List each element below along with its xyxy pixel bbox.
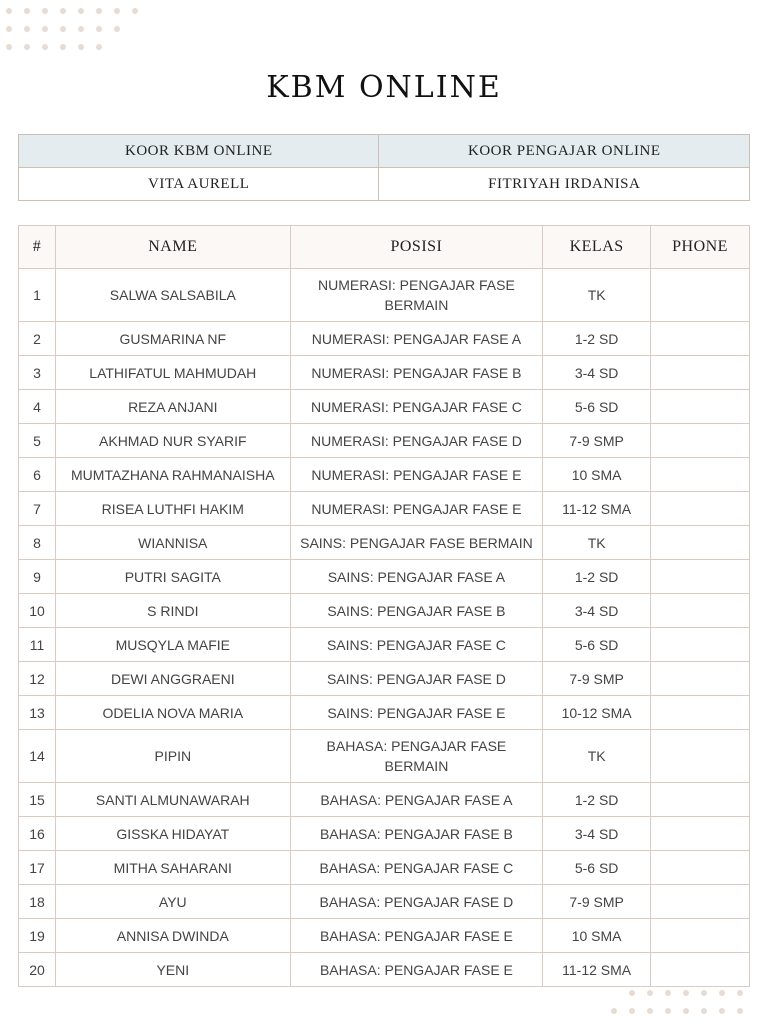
table-row: [19, 696, 750, 730]
row-number: 9: [19, 560, 56, 594]
row-posisi: NUMERASI: PENGAJAR FASE D: [290, 424, 543, 458]
table-row: [19, 322, 750, 356]
table-row: [19, 662, 750, 696]
row-number: 17: [19, 851, 56, 885]
row-phone: [651, 356, 750, 390]
decorative-dot: [60, 26, 66, 32]
row-phone: [651, 885, 750, 919]
table-row: [19, 560, 750, 594]
row-name: ODELIA NOVA MARIA: [55, 696, 290, 730]
decorative-dot: [114, 26, 120, 32]
row-kelas: 7-9 SMP: [543, 885, 651, 919]
row-name: LATHIFATUL MAHMUDAH: [55, 356, 290, 390]
decorative-dot: [78, 44, 84, 50]
decorative-dot: [60, 8, 66, 14]
row-posisi: SAINS: PENGAJAR FASE B: [290, 594, 543, 628]
row-posisi: SAINS: PENGAJAR FASE A: [290, 560, 543, 594]
row-posisi: NUMERASI: PENGAJAR FASE B: [290, 356, 543, 390]
decorative-dot: [6, 44, 12, 50]
row-phone: [651, 919, 750, 953]
row-number: 14: [19, 730, 56, 783]
table-row: [19, 390, 750, 424]
row-kelas: TK: [543, 730, 651, 783]
koor-header-row: [19, 135, 750, 168]
header-posisi: POSISI: [290, 226, 543, 269]
row-kelas: 3-4 SD: [543, 594, 651, 628]
row-phone: [651, 953, 750, 987]
row-posisi: BAHASA: PENGAJAR FASE B: [290, 817, 543, 851]
row-phone: [651, 560, 750, 594]
row-kelas: 11-12 SMA: [543, 953, 651, 987]
row-kelas: 7-9 SMP: [543, 424, 651, 458]
row-name: AYU: [55, 885, 290, 919]
row-name: PUTRI SAGITA: [55, 560, 290, 594]
decorative-dot: [647, 1008, 653, 1014]
decorative-dot: [24, 26, 30, 32]
decorative-dot: [6, 26, 12, 32]
row-phone: [651, 783, 750, 817]
row-name: DEWI ANGGRAENI: [55, 662, 290, 696]
row-posisi: NUMERASI: PENGAJAR FASE C: [290, 390, 543, 424]
row-name: S RINDI: [55, 594, 290, 628]
row-posisi: BAHASA: PENGAJAR FASE E: [290, 919, 543, 953]
row-posisi: BAHASA: PENGAJAR FASE D: [290, 885, 543, 919]
row-number: 7: [19, 492, 56, 526]
decorative-dot: [611, 1008, 617, 1014]
decorative-dot: [114, 8, 120, 14]
table-row: [19, 885, 750, 919]
row-name: MITHA SAHARANI: [55, 851, 290, 885]
decorative-dot: [96, 26, 102, 32]
decorative-dot: [647, 990, 653, 996]
table-row: [19, 783, 750, 817]
decorative-dot: [737, 990, 743, 996]
row-phone: [651, 696, 750, 730]
table-row: [19, 817, 750, 851]
row-name: GISSKA HIDAYAT: [55, 817, 290, 851]
row-name: PIPIN: [55, 730, 290, 783]
row-posisi: SAINS: PENGAJAR FASE E: [290, 696, 543, 730]
row-name: MUMTAZHANA RAHMANAISHA: [55, 458, 290, 492]
row-number: 8: [19, 526, 56, 560]
koor-value-row: [19, 168, 750, 201]
row-number: 18: [19, 885, 56, 919]
decorative-dot: [701, 990, 707, 996]
decorative-dot: [665, 1008, 671, 1014]
table-row: [19, 953, 750, 987]
header-kelas: KELAS: [543, 226, 651, 269]
decorative-dot: [737, 1008, 743, 1014]
row-posisi: SAINS: PENGAJAR FASE BERMAIN: [290, 526, 543, 560]
row-number: 16: [19, 817, 56, 851]
row-phone: [651, 390, 750, 424]
koor-kbm-header: KOOR KBM ONLINE: [19, 135, 379, 168]
decorative-dot: [78, 8, 84, 14]
row-name: ANNISA DWINDA: [55, 919, 290, 953]
table-row: [19, 458, 750, 492]
row-kelas: 3-4 SD: [543, 356, 651, 390]
decorative-dot: [24, 8, 30, 14]
decorative-dot: [719, 1008, 725, 1014]
table-header-row: [19, 226, 750, 269]
decorative-dot: [6, 8, 12, 14]
row-number: 3: [19, 356, 56, 390]
table-row: [19, 628, 750, 662]
row-phone: [651, 817, 750, 851]
row-posisi: NUMERASI: PENGAJAR FASE A: [290, 322, 543, 356]
row-number: 6: [19, 458, 56, 492]
koor-pengajar-header: KOOR PENGAJAR ONLINE: [379, 135, 750, 168]
row-posisi: SAINS: PENGAJAR FASE D: [290, 662, 543, 696]
row-number: 20: [19, 953, 56, 987]
decorative-dot: [96, 44, 102, 50]
table-row: [19, 492, 750, 526]
decorative-dot: [629, 990, 635, 996]
row-name: GUSMARINA NF: [55, 322, 290, 356]
table-row: [19, 526, 750, 560]
row-phone: [651, 269, 750, 322]
row-kelas: 10 SMA: [543, 919, 651, 953]
row-number: 11: [19, 628, 56, 662]
koor-table: [18, 134, 750, 201]
row-posisi: NUMERASI: PENGAJAR FASE E: [290, 458, 543, 492]
row-posisi: NUMERASI: PENGAJAR FASE BERMAIN: [290, 269, 543, 322]
row-kelas: 7-9 SMP: [543, 662, 651, 696]
header-name: NAME: [55, 226, 290, 269]
row-number: 15: [19, 783, 56, 817]
row-phone: [651, 322, 750, 356]
koor-pengajar-value: FITRIYAH IRDANISA: [379, 168, 750, 201]
row-phone: [651, 594, 750, 628]
row-number: 2: [19, 322, 56, 356]
row-phone: [651, 730, 750, 783]
row-posisi: SAINS: PENGAJAR FASE C: [290, 628, 543, 662]
row-kelas: 1-2 SD: [543, 783, 651, 817]
decorative-dot: [701, 1008, 707, 1014]
decorative-dot: [719, 990, 725, 996]
decorative-dot: [24, 44, 30, 50]
row-phone: [651, 458, 750, 492]
row-phone: [651, 424, 750, 458]
row-posisi: BAHASA: PENGAJAR FASE C: [290, 851, 543, 885]
row-posisi: BAHASA: PENGAJAR FASE BERMAIN: [290, 730, 543, 783]
row-name: MUSQYLA MAFIE: [55, 628, 290, 662]
row-name: SALWA SALSABILA: [55, 269, 290, 322]
row-phone: [651, 628, 750, 662]
row-phone: [651, 851, 750, 885]
decorative-dot: [78, 26, 84, 32]
row-kelas: 11-12 SMA: [543, 492, 651, 526]
row-name: RISEA LUTHFI HAKIM: [55, 492, 290, 526]
decorative-dot: [132, 8, 138, 14]
row-kelas: 1-2 SD: [543, 560, 651, 594]
teacher-table: [18, 225, 750, 987]
decorative-dot: [665, 990, 671, 996]
table-row: [19, 594, 750, 628]
table-row: [19, 851, 750, 885]
row-posisi: NUMERASI: PENGAJAR FASE E: [290, 492, 543, 526]
row-number: 4: [19, 390, 56, 424]
row-number: 5: [19, 424, 56, 458]
row-kelas: 1-2 SD: [543, 322, 651, 356]
row-kelas: TK: [543, 526, 651, 560]
row-number: 13: [19, 696, 56, 730]
table-row: [19, 424, 750, 458]
header-number: #: [19, 226, 56, 269]
table-row: [19, 730, 750, 783]
table-row: [19, 356, 750, 390]
decorative-dot: [60, 44, 66, 50]
row-name: REZA ANJANI: [55, 390, 290, 424]
row-kelas: 3-4 SD: [543, 817, 651, 851]
row-number: 1: [19, 269, 56, 322]
header-phone: PHONE: [651, 226, 750, 269]
decorative-dot: [683, 1008, 689, 1014]
row-kelas: 5-6 SD: [543, 851, 651, 885]
decorative-dot: [96, 8, 102, 14]
row-kelas: 10-12 SMA: [543, 696, 651, 730]
page-title: KBM ONLINE: [266, 70, 502, 105]
row-posisi: BAHASA: PENGAJAR FASE E: [290, 953, 543, 987]
decorative-dot: [42, 8, 48, 14]
row-number: 10: [19, 594, 56, 628]
row-name: WIANNISA: [55, 526, 290, 560]
row-number: 12: [19, 662, 56, 696]
row-phone: [651, 526, 750, 560]
row-number: 19: [19, 919, 56, 953]
koor-kbm-value: VITA AURELL: [19, 168, 379, 201]
row-name: YENI: [55, 953, 290, 987]
decorative-dot: [683, 990, 689, 996]
row-kelas: 5-6 SD: [543, 390, 651, 424]
row-phone: [651, 662, 750, 696]
row-phone: [651, 492, 750, 526]
table-row: [19, 269, 750, 322]
table-row: [19, 919, 750, 953]
row-kelas: TK: [543, 269, 651, 322]
row-kelas: 5-6 SD: [543, 628, 651, 662]
row-kelas: 10 SMA: [543, 458, 651, 492]
row-posisi: BAHASA: PENGAJAR FASE A: [290, 783, 543, 817]
row-name: SANTI ALMUNAWARAH: [55, 783, 290, 817]
decorative-dot: [42, 44, 48, 50]
decorative-dot: [42, 26, 48, 32]
decorative-dot: [629, 1008, 635, 1014]
row-name: AKHMAD NUR SYARIF: [55, 424, 290, 458]
